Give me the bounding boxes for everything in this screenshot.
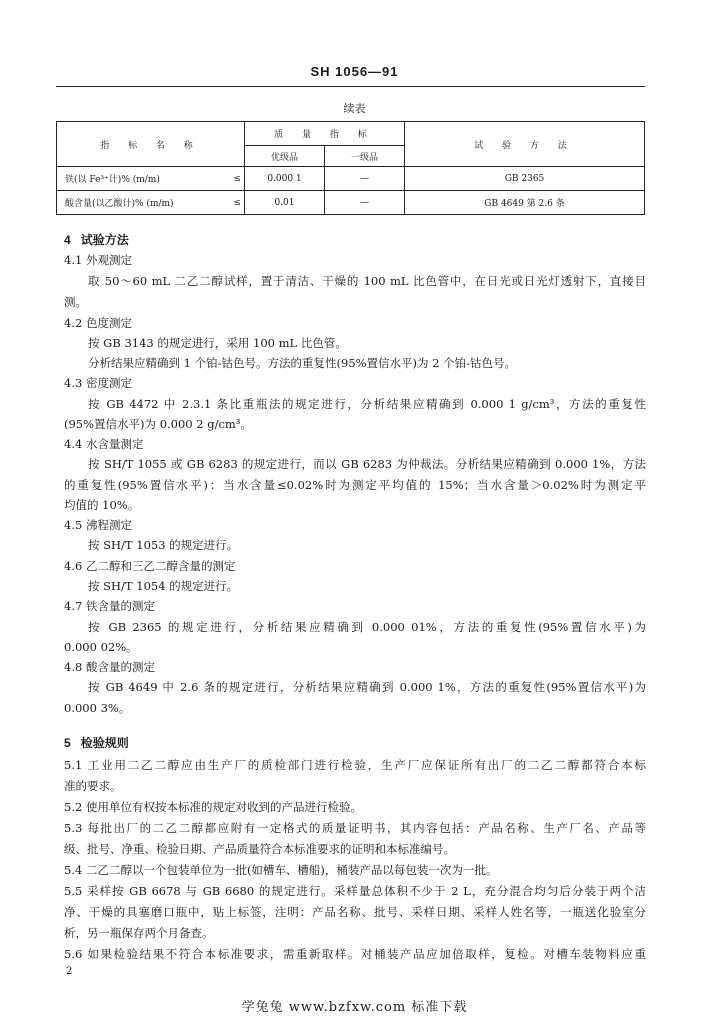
clause-4-2-text: 分析结果应精确到 1 个铂-钴色号。方法的重复性(95%置信水平)为 2 个铂-钴色号。 [88, 356, 517, 370]
footer-watermark: 学兔兔 www.bzfxw.com 标准下载 [241, 1000, 468, 1015]
page-number: 2 [66, 966, 73, 977]
row-superior: 0.000 1 [245, 167, 325, 191]
clause-4-1-text: 取 50～60 mL 二乙二醇试样，置于清洁、干燥的 100 mL 比色管中，在日光或日光灯透射下，直接目 [88, 274, 646, 288]
clause-5-5-text: 5.5 采样按 GB 6678 与 GB 6680 的规定进行。采样量总体积不少于 2 L，充分混合均匀后分装于两个洁 [64, 884, 646, 898]
row-name-text: 酸含量(以乙酸计)% (m/m) [65, 199, 174, 209]
header-rule [56, 86, 645, 87]
spec-table [56, 121, 645, 215]
clause-4-1-text: 测。 [64, 295, 87, 309]
clause-4-2-text: 按 GB 3143 的规定进行，采用 100 mL 比色管。 [88, 336, 347, 350]
clause-4-6-text: 按 SH/T 1054 的规定进行。 [88, 579, 239, 593]
row-name-text: 铁(以 Fe³⁺计)% (m/m) [65, 175, 160, 185]
clause-4-4-text: 均值的 10%。 [64, 498, 140, 512]
clause-5-5-text: 析，另一瓶保存两个月备查。 [64, 926, 214, 940]
clause-4-4-text: 按 SH/T 1055 或 GB 6283 的规定进行，而以 GB 6283 为仲裁法。分析结果应精确到 0.000 1%，方法 [88, 457, 646, 471]
row-first: — [325, 167, 405, 191]
clause-5-2-text: 5.2 使用单位有权按本标准的规定对收到的产品进行检验。 [64, 800, 362, 814]
continued-table-title: 续表 [343, 102, 366, 115]
clause-4-5-text: 按 SH/T 1053 的规定进行。 [88, 538, 239, 552]
table-row [57, 167, 645, 191]
clause-4-5-heading: 4.5 沸程测定 [64, 518, 132, 532]
section-4-heading: 4 试验方法 [64, 233, 129, 247]
col-first-header: 一级品 [325, 146, 405, 167]
clause-4-2-heading: 4.2 色度测定 [64, 316, 132, 330]
clause-4-4-text: 的重复性(95%置信水平)：当水含量≤0.02%时为测定平均值的 15%；当水含量＞0.02%时为测定平 [64, 478, 646, 492]
row-name [57, 167, 245, 191]
clause-4-7-heading: 4.7 铁含量的测定 [64, 599, 155, 613]
clause-4-8-text: 按 GB 4649 中 2.6 条的规定进行，分析结果应精确到 0.000 1%，方法的重复性(95%置信水平)为 [88, 680, 646, 694]
clause-4-1-heading: 4.1 外观测定 [64, 253, 132, 267]
col-spec-header: 质 量 指 标 [245, 122, 405, 146]
row-first: — [325, 191, 405, 215]
table-row [57, 191, 645, 215]
clause-5-1-text: 准的要求。 [64, 779, 122, 793]
row-name [57, 191, 245, 215]
clause-4-6-heading: 4.6 乙二醇和三乙二醇含量的测定 [64, 559, 236, 573]
clause-5-6-text: 5.6 如果检验结果不符合本标准要求，需重新取样。对桶装产品应加倍取样，复检。对槽车装物料应重 [64, 947, 646, 961]
clause-4-7-text: 按 GB 2365 的规定进行，分析结果应精确到 0.000 01%，方法的重复性(95%置信水平)为 [88, 620, 646, 634]
clause-5-1-text: 5.1 工业用二乙二醇应由生产厂的质检部门进行检验，生产厂应保证所有出厂的二乙二醇都符合本标 [64, 758, 646, 772]
clause-5-5-text: 净、干燥的具塞磨口瓶中，贴上标签，注明：产品名称、批号、采样日期、采样人姓名等，一瓶送化验室分 [64, 905, 646, 919]
col-name-header: 指 标 名 称 [57, 122, 245, 167]
row-operator: ≤ [233, 173, 241, 184]
clause-5-3-text: 级、批号、净重、检验日期、产品质量符合本标准要求的证明和本标准编号。 [64, 842, 455, 856]
clause-4-4-heading: 4.4 水含量测定 [64, 437, 144, 451]
clause-4-8-heading: 4.8 酸含量的测定 [64, 660, 155, 674]
row-method: GB 4649 第 2.6 条 [405, 191, 645, 215]
standard-code: SH 1056—91 [310, 64, 399, 79]
row-superior: 0.01 [245, 191, 325, 215]
clause-4-7-text: 0.000 02%。 [64, 640, 138, 654]
clause-5-3-text: 5.3 每批出厂的二乙二醇都应附有一定格式的质量证明书，其内容包括：产品名称、生产厂名、产品等 [64, 821, 646, 835]
clause-4-8-text: 0.000 3%。 [64, 701, 131, 715]
col-superior-header: 优级品 [245, 146, 325, 167]
clause-4-3-text: 按 GB 4472 中 2.3.1 条比重瓶法的规定进行，分析结果应精确到 0.000 1 g/cm³，方法的重复性 [88, 397, 646, 411]
clause-5-4-text: 5.4 二乙二醇以一个包装单位为一批(如槽车、槽船)，桶装产品以每包装一次为一批。 [64, 863, 498, 877]
col-method-header: 试 验 方 法 [405, 122, 645, 167]
clause-4-3-heading: 4.3 密度测定 [64, 376, 132, 390]
row-method: GB 2365 [405, 167, 645, 191]
row-operator: ≤ [233, 197, 241, 208]
clause-4-3-text: (95%置信水平)为 0.000 2 g/cm³。 [64, 417, 252, 431]
section-5-heading: 5 检验规则 [64, 736, 129, 750]
